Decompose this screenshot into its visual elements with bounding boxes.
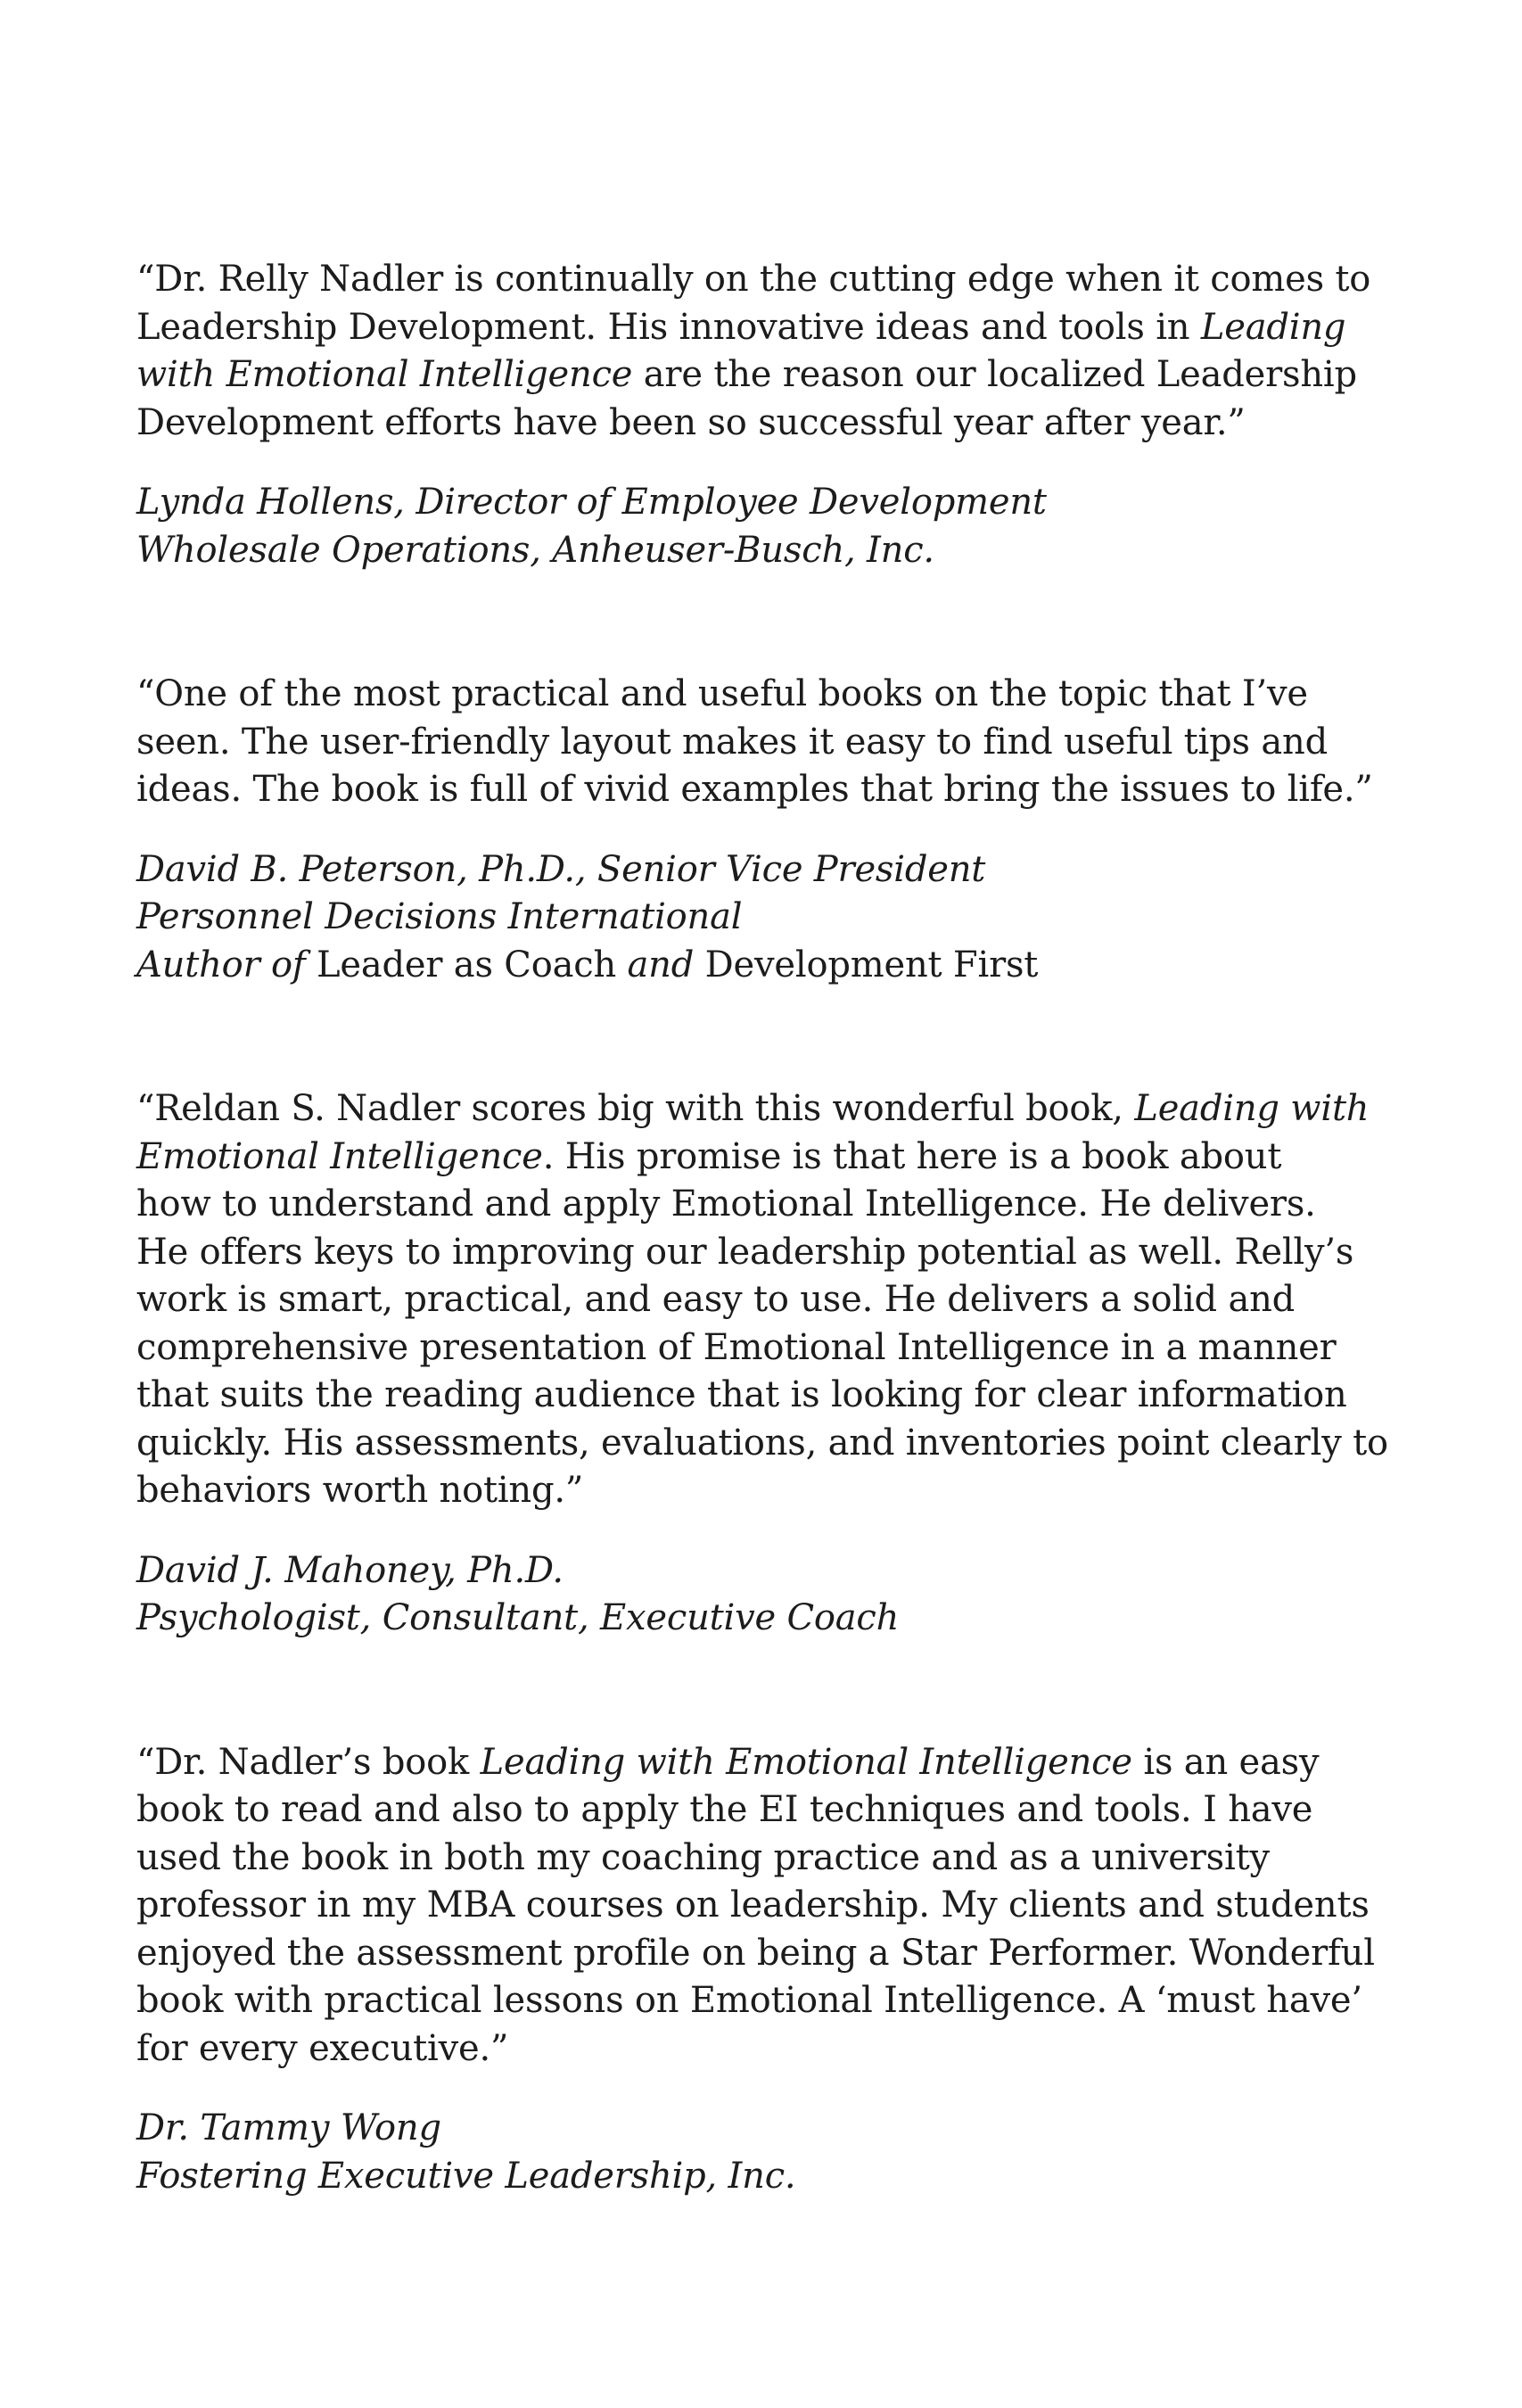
- quote-line: [136, 1882, 1385, 1930]
- quote-text: used the book in both my coaching practice and as a university: [136, 1836, 1270, 1878]
- quote-line: [136, 671, 1385, 719]
- quote-line: [136, 1229, 1385, 1277]
- quote-line: [136, 1181, 1385, 1229]
- attribution-text: David B. Peterson, Ph.D., Senior Vice President: [136, 848, 986, 890]
- quote-text: Leadership Development. His innovative ideas and tools in: [136, 306, 1201, 348]
- endorsement-quote: [136, 1085, 1388, 1515]
- quote-text: “Dr. Relly Nadler is continually on the cutting edge when it comes to: [136, 259, 1371, 300]
- book-title-text: Leader as Coach: [317, 944, 617, 985]
- quote-text: seen. The user-friendly layout makes it easy to find useful tips and: [136, 721, 1329, 763]
- endorsement-quote: [136, 671, 1385, 814]
- quote-text: “One of the most practical and useful books on the topic that I’ve: [136, 673, 1308, 714]
- attribution-line: [136, 479, 1385, 527]
- quote-line: [136, 304, 1385, 352]
- attribution-text: Fostering Executive Leadership, Inc.: [136, 2155, 796, 2197]
- quote-line: [136, 1739, 1385, 1787]
- quote-text: quickly. His assessments, evaluations, and inventories point clearly to: [136, 1422, 1388, 1464]
- attribution-line: [136, 1595, 1385, 1643]
- quote-text: Development efforts have been so successful year after year.”: [136, 401, 1246, 443]
- attribution-line: [136, 1547, 1385, 1596]
- endorsements-page: [136, 256, 1388, 2200]
- quote-line: [136, 1085, 1385, 1134]
- quote-text: He offers keys to improving our leadership potential as well. Relly’s: [136, 1231, 1354, 1273]
- quote-text: how to understand and apply Emotional Intelligence. He delivers.: [136, 1183, 1316, 1225]
- endorsement-attribution: [136, 479, 1385, 574]
- endorsement-block: [136, 1085, 1388, 1643]
- attribution-text: Psychologist, Consultant, Executive Coach: [136, 1597, 900, 1638]
- quote-text: ideas. The book is full of vivid examples that bring the issues to life.”: [136, 769, 1373, 810]
- quote-line: [136, 1134, 1385, 1182]
- quote-text: . His promise is that here is a book about: [542, 1135, 1282, 1177]
- quote-line: [136, 1420, 1388, 1468]
- quote-line: [136, 1276, 1385, 1324]
- attribution-text: Wholesale Operations, Anheuser-Busch, Inc.: [136, 529, 934, 571]
- quote-line: [136, 1372, 1385, 1420]
- blurb-spacer: [136, 574, 1385, 671]
- endorsement-attribution: [136, 1547, 1385, 1643]
- quote-text: for every executive.”: [136, 2027, 509, 2069]
- endorsement-attribution: [136, 2105, 1385, 2200]
- book-title-text: Leading with Emotional Intelligence: [480, 1741, 1132, 1783]
- book-title-text: Leading: [1200, 306, 1346, 348]
- quote-text: book with practical lessons on Emotional Intelligence. A ‘must have’: [136, 1980, 1362, 2021]
- quote-text: is an easy: [1131, 1741, 1320, 1783]
- attribution-text: David J. Mahoney, Ph.D.: [136, 1549, 564, 1591]
- quote-text: “Dr. Nadler’s book: [136, 1741, 481, 1783]
- endorsement-block: [136, 671, 1385, 989]
- endorsement-block: [136, 256, 1385, 574]
- attribution-line: [136, 527, 1385, 575]
- blurb-spacer: [136, 989, 1385, 1085]
- quote-line: [136, 1835, 1385, 1883]
- quote-text: book to read and also to apply the EI techniques and tools. I have: [136, 1789, 1313, 1830]
- quote-line: [136, 351, 1385, 400]
- book-title-text: Leading with: [1134, 1088, 1370, 1129]
- blurb-spacer: [136, 1643, 1385, 1739]
- book-title-text: Emotional Intelligence: [136, 1135, 543, 1177]
- attribution-text: Author of: [136, 944, 317, 985]
- quote-line: [136, 256, 1385, 304]
- endorsement-quote: [136, 1739, 1385, 2074]
- attribution-line: [136, 846, 1385, 895]
- quote-line: [136, 1930, 1385, 1978]
- quote-text: that suits the reading audience that is looking for clear information: [136, 1374, 1347, 1415]
- quote-line: [136, 1324, 1385, 1373]
- quote-line: [136, 1977, 1385, 2025]
- book-title-text: with Emotional Intelligence: [136, 354, 633, 395]
- attribution-line: [136, 2105, 1385, 2153]
- attribution-text: Lynda Hollens, Director of Employee Development: [136, 482, 1047, 523]
- attribution-line: [136, 2153, 1385, 2201]
- quote-text: work is smart, practical, and easy to use. He delivers a solid and: [136, 1279, 1296, 1320]
- quote-line: [136, 719, 1385, 767]
- attribution-line: [136, 894, 1385, 942]
- attribution-text: Personnel Decisions International: [136, 896, 743, 937]
- quote-line: [136, 766, 1385, 814]
- endorsement-block: [136, 1739, 1385, 2201]
- quote-text: professor in my MBA courses on leadership. My clients and students: [136, 1884, 1370, 1926]
- quote-line: [136, 2025, 1385, 2074]
- endorsement-list: [136, 256, 1388, 2200]
- quote-text: “Reldan S. Nadler scores big with this wonderful book,: [136, 1088, 1135, 1129]
- quote-line: [136, 1786, 1385, 1835]
- book-title-text: Development First: [704, 944, 1039, 985]
- attribution-text: and: [616, 944, 705, 985]
- attribution-text: Dr. Tammy Wong: [136, 2107, 441, 2148]
- quote-line: [136, 1467, 1385, 1515]
- endorsement-attribution: [136, 846, 1385, 990]
- quote-text: behaviors worth noting.”: [136, 1470, 584, 1511]
- quote-text: are the reason our localized Leadership: [632, 354, 1357, 395]
- quote-text: enjoyed the assessment profile on being a Star Performer. Wonderful: [136, 1932, 1375, 1974]
- endorsement-quote: [136, 256, 1385, 447]
- quote-text: comprehensive presentation of Emotional Intelligence in a manner: [136, 1326, 1337, 1368]
- attribution-line: [136, 942, 1385, 990]
- quote-line: [136, 400, 1385, 448]
